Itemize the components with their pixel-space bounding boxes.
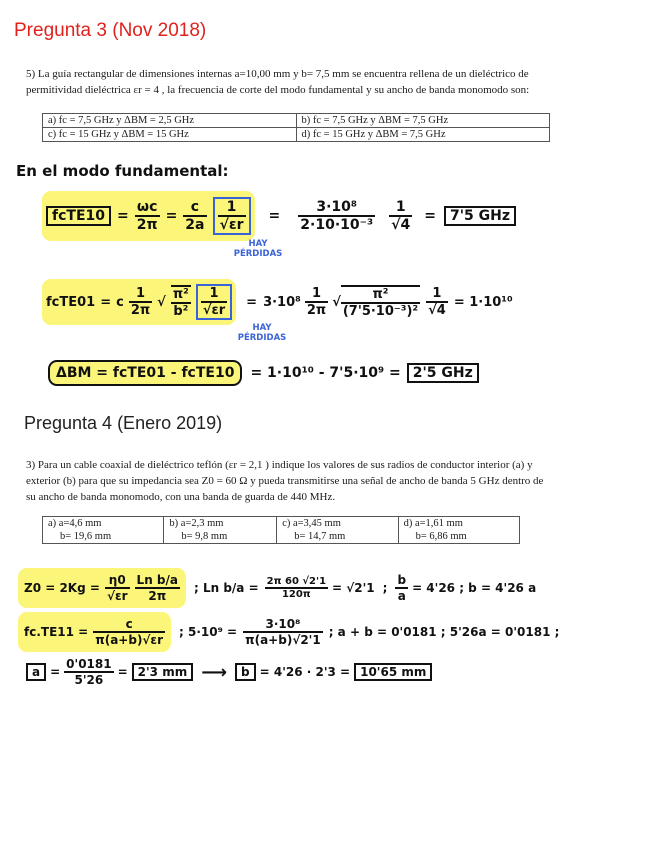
hw2-highlight: fc.TE11 = $\frac{c}{\pi(a+b)√\varepsilon r}$ <box>18 612 171 652</box>
q3-option-b-label: b) fc = 7,5 GHz y ΔBM = 7,5 GHz <box>301 115 449 126</box>
q3-option-d-label: d) fc = 15 GHz y ΔBM = 7,5 GHz <box>301 129 446 140</box>
equation-delta-bm: ΔBM = fcTE01 - fcTE10 = 1·10¹⁰ - 7'5·10⁹ = 2'5 GHz <box>48 360 479 386</box>
question4-title: Pregunta 4 (Enero 2019) <box>24 413 223 433</box>
q4-option-c[interactable]: c) a=3,45 mm b= 14,7 mm <box>277 517 398 544</box>
hw3-b-result: 10'65 mm <box>354 663 432 681</box>
eq1-frac3: $\frac{1}{√\varepsilon r}$ <box>219 199 244 233</box>
eq1-frac4: $\frac{\text{3·10⁸}}{\text{2·10·10⁻³}}$ <box>300 199 374 233</box>
equation-radii-result: a = $\frac{0'0181}{5'26}$ = 2'3 mm ⟶ b = 4'26 · 2'3 = 10'65 mm <box>26 654 432 690</box>
hw1-highlight: Z0 = 2Kg = $\frac{\eta 0}{√\varepsilon r}$ $\frac{\text{Ln b/a}}{2\pi}$ <box>18 568 186 608</box>
q3-option-a-label: a) fc = 7,5 GHz y ΔBM = 2,5 GHz <box>48 115 195 126</box>
eq1-result: 7'5 GHz <box>444 206 516 226</box>
q3-option-d[interactable] <box>296 128 550 142</box>
hw3-b-symbol: b <box>235 663 256 681</box>
eq2-highlight: fcTE01 = c $\frac{1}{2\pi}$ √ $\frac{\text{π²}}{\text{b²}}$ $\frac{1}{√\varepsilon r}$ <box>42 279 236 325</box>
eq3-result: 2'5 GHz <box>407 363 479 383</box>
eq1-frac2: $\frac{c}{2a}$ <box>185 199 205 233</box>
eq1-frac1: $\frac{\omega c}{2\pi}$ <box>136 199 158 233</box>
eq2-note: HAY PÉRDIDAS <box>237 323 287 343</box>
equation-impedance: Z0 = 2Kg = $\frac{\eta 0}{√\varepsilon r}$ $\frac{\text{Ln b/a}}{2\pi}$ ; Ln b/a = $\frac{2\pi 60 √2'1}{120\pi}$ = √2'1 ; $\frac{b}{a}$ = 4'26 ; b = 4'26 a <box>18 568 536 608</box>
equation-fc-te10: fcTE10 = $\frac{\omega c}{2\pi}$ = $\frac{c}{2a}$ $\frac{1}{√\varepsilon r}$ = $\frac{\text{3·10⁸}}{\text{2·10·10⁻³}}$ $\frac{1}{√4}$ = 7'5 GHz <box>42 190 516 242</box>
q4-option-d[interactable]: d) a=1,61 mm b= 6,86 mm <box>398 517 519 544</box>
question4-line1: 3) Para un cable coaxial de dieléctrico teflón (εr = 2,1 ) indique los valores de sus radios de conductor interior (a) y <box>26 459 533 471</box>
equation-fc-te01: fcTE01 = c $\frac{1}{2\pi}$ √ $\frac{\text{π²}}{\text{b²}}$ $\frac{1}{√\varepsilon r}$ = 3·10⁸ $\frac{1}{2\pi}$ √ $\frac{\text{π²}}{\text{(7'5·10⁻³)²}}$ $\frac{1}{√4}$ = 1·10¹⁰ <box>42 278 513 326</box>
handwritten-heading: En el modo fundamental: <box>16 162 229 180</box>
question3-title: Pregunta 3 (Nov 2018) <box>14 20 207 41</box>
q3-option-b[interactable] <box>296 114 550 128</box>
q4-option-b[interactable]: b) a=2,3 mm b= 9,8 mm <box>164 517 277 544</box>
question3-statement <box>26 66 634 98</box>
eq3-lhs: ΔBM = fcTE01 - fcTE10 <box>48 360 242 386</box>
eq1-lhs: fcTE10 <box>46 206 111 226</box>
arrow-icon: ⟶ <box>201 661 228 683</box>
q3-option-c-label: c) fc = 15 GHz y ΔBM = 15 GHz <box>48 129 189 140</box>
question4-statement <box>26 457 638 505</box>
eq1-frac5: $\frac{1}{√4}$ <box>391 199 411 233</box>
q4-option-a[interactable]: a) a=4,6 mm b= 19,6 mm <box>43 517 164 544</box>
question3-line1: 5) La guía rectangular de dimensiones internas a=10,00 mm y b= 7,5 mm se encuentra rellena de un dieléctrico de <box>26 68 529 80</box>
eq1-highlight: fcTE10 = $\frac{\omega c}{2\pi}$ = $\frac{c}{2a}$ $\frac{1}{√\varepsilon r}$ <box>42 191 255 241</box>
hw3-a-symbol: a <box>26 663 46 681</box>
equation-cutoff-te11: fc.TE11 = $\frac{c}{\pi(a+b)√\varepsilon r}$ ; 5·10⁹ = $\frac{\text{3·10⁸}}{\pi(a+b)√2'1}$ ; a + b = 0'0181 ; 5'26a = 0'0181 ; <box>18 612 559 652</box>
question4-line3: su ancho de banda monomodo, con una banda de guarda de 440 MHz. <box>26 491 336 503</box>
question4-options-table <box>42 516 520 544</box>
question3-line2: permitividad dieléctrica εr = 4 , la frecuencia de corte del modo fundamental y su ancho de banda monomodo son: <box>26 84 530 96</box>
q3-option-c[interactable] <box>43 128 297 142</box>
eq1-note: HAY PÉRDIDAS <box>233 239 283 259</box>
q3-option-a[interactable] <box>43 114 297 128</box>
hw3-a-result: 2'3 mm <box>132 663 194 681</box>
question3-options-table <box>42 113 550 142</box>
question4-line2: exterior (b) para que su impedancia sea Z0 = 60 Ω y pueda transmitirse una señal de ancho de banda 5 GHz dentro de <box>26 475 544 487</box>
eq2-result: = 1·10¹⁰ <box>453 294 513 310</box>
